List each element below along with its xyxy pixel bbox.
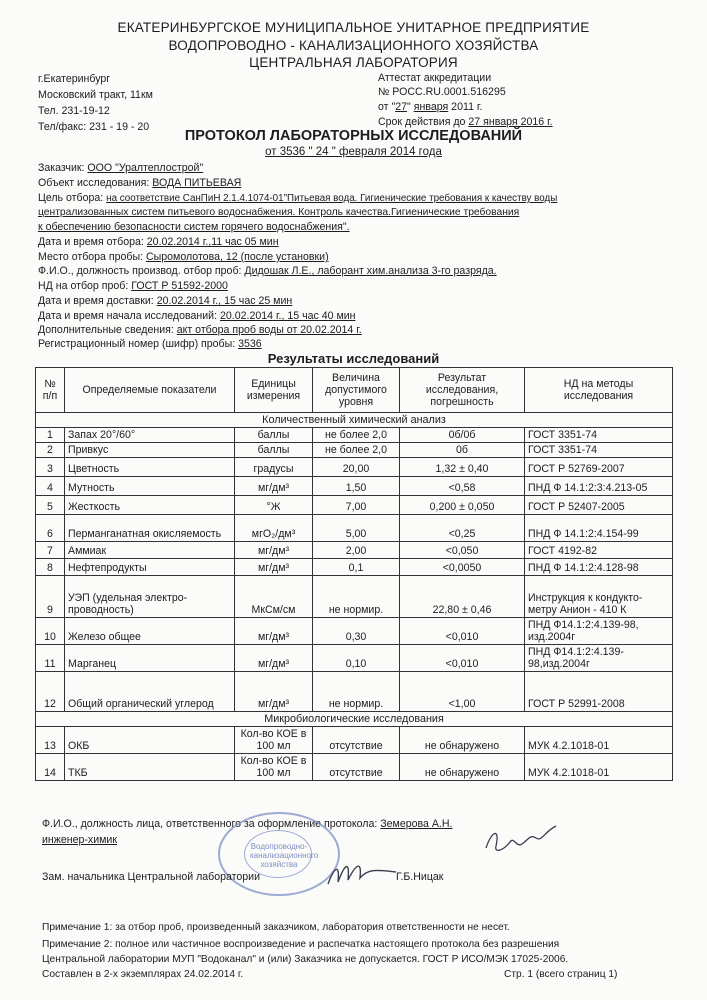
cell-unit: мг/дм³: [235, 542, 313, 559]
table-row: [36, 618, 673, 645]
stamp-text: Водопроводно-канализационного хозяйства: [250, 842, 319, 869]
copies: Составлен в 2-х экземплярах 24.02.2014 г.: [42, 969, 244, 980]
extra-value: акт отбора проб воды от 20.02.2014 г.: [176, 324, 362, 336]
cell-result: <0,010: [400, 645, 525, 672]
protocol-title: ПРОТОКОЛ ЛАБОРАТОРНЫХ ИССЛЕДОВАНИЙ: [184, 128, 523, 144]
cell-limit: не более 2,0: [313, 428, 400, 443]
cell-num: 10: [36, 618, 65, 645]
cell-indicator: УЭП (удельная электро- проводность): [65, 576, 235, 618]
customer-row: [38, 162, 203, 174]
cell-indicator: Перманганатная окисляемость: [65, 515, 235, 542]
cell-indicator: Марганец: [65, 645, 235, 672]
cell-result: 22,80 ± 0,46: [400, 576, 525, 618]
cell-num: 6: [36, 515, 65, 542]
cell-method: ГОСТ Р 52769-2007: [525, 458, 673, 477]
cell-limit: не нормир.: [313, 576, 400, 618]
cell-result: 1,32 ± 0,40: [400, 458, 525, 477]
sampler-label: Ф.И.О., должность производ. отбор проб:: [38, 265, 245, 277]
cell-method: ПНД Ф 14.1:2:4.154-99: [525, 515, 673, 542]
cell-indicator: Железо общее: [65, 618, 235, 645]
cell-unit: мг/дм³: [235, 672, 313, 712]
purpose-label: Цель отбора:: [38, 192, 107, 204]
cell-indicator: Запах 20°/60°: [65, 428, 235, 443]
customer-value: ООО "Уралтеплострой": [87, 162, 204, 174]
cell-method: ПНД Ф 14.1:2:3:4.213-05: [525, 477, 673, 496]
cell-result: <0,0050: [400, 559, 525, 576]
header-units: Единицы измерения: [235, 368, 313, 413]
table-row: [36, 428, 673, 443]
cell-indicator: ОКБ: [65, 727, 235, 754]
extra-label: Дополнительные сведения:: [38, 324, 177, 336]
reg-value: 3536: [238, 338, 262, 350]
responsible-label: Ф.И.О., должность лица, ответственного за оформление протокола:: [42, 818, 381, 830]
cell-num: 9: [36, 576, 65, 618]
table-row: [36, 645, 673, 672]
header-indicator: Определяемые показатели: [65, 368, 235, 413]
note-2a: Примечание 2: полное или частичное воспроизведение и распечатка настоящего протокола без разрешения: [42, 939, 560, 950]
cell-method: ГОСТ 4192-82: [525, 542, 673, 559]
table-row: [36, 727, 673, 754]
cell-unit: мг/дм³: [235, 618, 313, 645]
cell-indicator: Привкус: [65, 443, 235, 458]
cell-indicator: Общий органический углерод: [65, 672, 235, 712]
nd-value: ГОСТ Р 51592-2000: [131, 280, 228, 292]
table-row: [36, 496, 673, 515]
header-result: Результат исследования, погрешность: [400, 368, 525, 413]
responsible-position: инженер-химик: [42, 834, 117, 846]
cell-indicator: Жесткость: [65, 496, 235, 515]
cell-result: 0,200 ± 0,050: [400, 496, 525, 515]
accreditation-label: Аттестат аккредитации: [378, 72, 492, 84]
place-value: Сыромолотова, 12 (после установки): [146, 251, 329, 263]
fax: Тел/факс: 231 - 19 - 20: [38, 121, 150, 133]
cell-indicator: Аммиак: [65, 542, 235, 559]
purpose-line-2: централизованных систем питьевого водоснабжения. Контроль качества.Гигиенические требования: [38, 207, 520, 218]
cell-result: не обнаружено: [400, 754, 525, 781]
table-row: [36, 443, 673, 458]
place-row: [38, 251, 329, 263]
nd-row: [38, 280, 228, 292]
date-year: 2011 г.: [448, 101, 483, 113]
nd-label: НД на отбор проб:: [38, 280, 132, 292]
section-micro: Микробиологические исследования: [36, 712, 673, 727]
cell-limit: отсутствие: [313, 754, 400, 781]
approval-signature: [322, 848, 402, 898]
cell-num: 2: [36, 443, 65, 458]
cell-limit: 0,30: [313, 618, 400, 645]
cell-method: ГОСТ 3351-74: [525, 428, 673, 443]
extra-row: [38, 324, 362, 336]
table-row: [36, 559, 673, 576]
accreditation-number: № РОСС.RU.0001.516295: [378, 86, 506, 98]
cell-num: 14: [36, 754, 65, 781]
cell-method: ГОСТ 3351-74: [525, 443, 673, 458]
cell-method: МУК 4.2.1018-01: [525, 754, 673, 781]
cell-result: <0,25: [400, 515, 525, 542]
start-value: 20.02.2014 г., 15 час 40 мин: [219, 310, 356, 322]
cell-num: 8: [36, 559, 65, 576]
note-1: Примечание 1: за отбор проб, произведенный заказчиком, лаборатория ответственности не несет.: [42, 922, 510, 933]
cell-num: 4: [36, 477, 65, 496]
cell-limit: отсутствие: [313, 727, 400, 754]
cell-method: ГОСТ Р 52407-2005: [525, 496, 673, 515]
delivery-value: 20.02.2014 г., 15 час 25 мин: [156, 295, 293, 307]
validity-label: Срок действия до: [378, 116, 469, 128]
section-chem: Количественный химический анализ: [36, 413, 673, 428]
cell-num: 11: [36, 645, 65, 672]
responsible-signature: [478, 820, 562, 862]
cell-result: 0б/0б: [400, 428, 525, 443]
cell-limit: 0,1: [313, 559, 400, 576]
table-row: [36, 672, 673, 712]
page-number: Стр. 1 (всего страниц 1): [504, 969, 618, 980]
date-day: 27: [395, 101, 408, 113]
sampling-label: Дата и время отбора:: [38, 236, 147, 248]
cell-method: ПНД Ф14.1:2:4.139-98,изд.2004г: [525, 645, 673, 672]
sampler-value: Дидошак Л.Е., лаборант хим.анализа 3-го разряда.: [244, 265, 497, 277]
cell-limit: 0,10: [313, 645, 400, 672]
customer-label: Заказчик:: [38, 162, 88, 174]
reg-row: [38, 338, 262, 350]
results-table: [35, 367, 673, 781]
table-row: [36, 458, 673, 477]
table-row: [36, 477, 673, 496]
approval-label: Зам. начальника Центральной лаборатории: [42, 871, 261, 883]
sampling-value: 20.02.2014 г.,11 час 05 мин: [146, 236, 279, 248]
cell-num: 1: [36, 428, 65, 443]
org-line-1: ЕКАТЕРИНБУРГСКОЕ МУНИЦИПАЛЬНОЕ УНИТАРНОЕ ПРЕДПРИЯТИЕ: [117, 20, 590, 35]
header-limit: Величина допустимого уровня: [313, 368, 400, 413]
sampler-row: [38, 265, 497, 277]
date-prefix: от ": [378, 101, 396, 113]
address: Московский тракт, 11км: [38, 89, 153, 101]
cell-indicator: Мутность: [65, 477, 235, 496]
cell-unit: мг/дм³: [235, 645, 313, 672]
object-label: Объект исследования:: [38, 177, 153, 189]
cell-limit: 7,00: [313, 496, 400, 515]
purpose-line-1: на соответствие СанПиН 2.1.4.1074-01"Питьевая вода. Гигиенические требования к качеству воды: [106, 193, 558, 204]
date-month: января: [413, 101, 449, 113]
date-mid: ": [407, 101, 414, 113]
table-row: [36, 542, 673, 559]
cell-unit: Кол-во КОЕ в 100 мл: [235, 754, 313, 781]
delivery-row: [38, 295, 292, 307]
table-row: [36, 515, 673, 542]
sampling-row: [38, 236, 279, 248]
results-title: Результаты исследований: [267, 351, 440, 366]
cell-indicator: Нефтепродукты: [65, 559, 235, 576]
start-label: Дата и время начала исследований:: [38, 310, 220, 322]
delivery-label: Дата и время доставки:: [38, 295, 157, 307]
object-row: [38, 177, 241, 189]
cell-limit: 5,00: [313, 515, 400, 542]
cell-method: ПНД Ф14.1:2:4.139-98, изд.2004г: [525, 618, 673, 645]
validity: [378, 116, 553, 128]
header-method: НД на методы исследования: [525, 368, 673, 413]
cell-num: 3: [36, 458, 65, 477]
accreditation-date: [378, 101, 482, 113]
object-value: ВОДА ПИТЬЕВАЯ: [152, 177, 242, 189]
cell-num: 13: [36, 727, 65, 754]
cell-method: ПНД Ф 14.1:2:4.128-98: [525, 559, 673, 576]
start-row: [38, 310, 356, 322]
purpose-line-3: к обеспечению безопасности систем горячего водоснабжения".: [38, 221, 350, 233]
cell-limit: 1,50: [313, 477, 400, 496]
cell-num: 12: [36, 672, 65, 712]
cell-unit: баллы: [235, 428, 313, 443]
note-2b: Центральной лаборатории МУП "Водоканал" и (или) Заказчика не допускается. ГОСТ Р ИСО/МЭК 17025-2006.: [42, 954, 569, 965]
cell-unit: мгО₂/дм³: [235, 515, 313, 542]
cell-num: 5: [36, 496, 65, 515]
protocol-subtitle: от 3536 " 24 " февраля 2014 года: [265, 146, 442, 158]
place-label: Место отбора пробы:: [38, 251, 146, 263]
cell-result: <0,050: [400, 542, 525, 559]
phone: Тел. 231-19-12: [38, 105, 110, 117]
cell-result: 0б: [400, 443, 525, 458]
cell-result: <1,00: [400, 672, 525, 712]
cell-unit: мг/дм³: [235, 477, 313, 496]
cell-limit: 20,00: [313, 458, 400, 477]
cell-unit: мг/дм³: [235, 559, 313, 576]
cell-unit: Кол-во КОЕ в 100 мл: [235, 727, 313, 754]
cell-unit: °Ж: [235, 496, 313, 515]
cell-indicator: Цветность: [65, 458, 235, 477]
cell-limit: 2,00: [313, 542, 400, 559]
org-line-3: ЦЕНТРАЛЬНАЯ ЛАБОРАТОРИЯ: [249, 55, 458, 70]
cell-result: не обнаружено: [400, 727, 525, 754]
cell-method: ГОСТ Р 52991-2008: [525, 672, 673, 712]
validity-date: 27 января 2016 г.: [468, 116, 553, 128]
cell-limit: не более 2,0: [313, 443, 400, 458]
responsible-name: Земерова А.Н.: [380, 818, 453, 830]
approval-name: Г.Б.Ницак: [396, 871, 444, 883]
purpose-row: [38, 192, 557, 204]
header-num: № п/п: [36, 368, 65, 413]
table-row: [36, 754, 673, 781]
cell-method: Инструкция к кондукто-метру Анион - 410 К: [525, 576, 673, 618]
cell-method: МУК 4.2.1018-01: [525, 727, 673, 754]
city: г.Екатеринбург: [38, 73, 111, 85]
table-row: [36, 576, 673, 618]
cell-limit: не нормир.: [313, 672, 400, 712]
cell-num: 7: [36, 542, 65, 559]
cell-result: <0,58: [400, 477, 525, 496]
cell-indicator: ТКБ: [65, 754, 235, 781]
reg-label: Регистрационный номер (шифр) пробы:: [38, 338, 239, 350]
cell-unit: градусы: [235, 458, 313, 477]
org-line-2: ВОДОПРОВОДНО - КАНАЛИЗАЦИОННОГО ХОЗЯЙСТВА: [168, 38, 539, 53]
cell-unit: МкСм/см: [235, 576, 313, 618]
cell-unit: баллы: [235, 443, 313, 458]
cell-result: <0,010: [400, 618, 525, 645]
